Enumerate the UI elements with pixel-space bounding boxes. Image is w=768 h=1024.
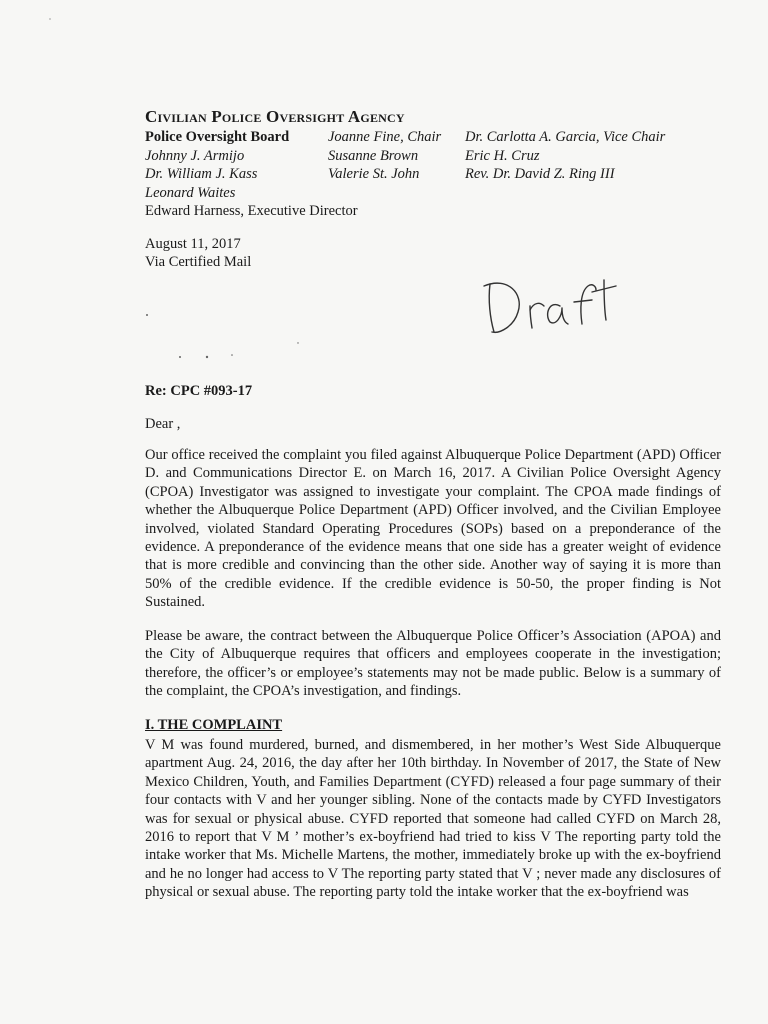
board-member: Dr. Carlotta A. Garcia, Vice Chair: [465, 129, 666, 145]
board-member: Johnny J. Armijo: [145, 147, 245, 164]
board-title: Police Oversight Board: [145, 129, 290, 145]
board-member: Eric H. Cruz: [465, 147, 540, 164]
section-heading: I. THE COMPLAINT: [145, 717, 283, 733]
draft-handwriting: [478, 270, 618, 340]
paragraph: V M was found murdered, burned, and dismembered, in her mother’s West Side Albuquerque apartment Aug. 24, 2016, the day after her 10th birthday. In November of 2017, the State of New Mexico Children, Youth, and Families Department (CYFD) released a four page summary of their four contacts with V and her younger sibling. None of the contacts made by CYFD Investigators was for sexual or physical abuse. CYFD reported that someone had called CYFD on March 28, 2016 to report that V M ’ mother’s ex-boyfriend had tried to kiss V The reporting party told the intake worker that Ms. Michelle Martens, the mother, immediately broke up with the ex-boyfriend and he no longer had access to V The reporting party stated that V ; never made any disclosures of physical or sexual abuse. The reporting party told the intake worker that the ex-boyfriend was: [145, 737, 721, 901]
agency-name: Civilian Police Oversight Agency: [145, 107, 405, 126]
delivery-method: Via Certified Mail: [145, 254, 252, 270]
board-member: Dr. William J. Kass: [145, 166, 258, 182]
board-member: Susanne Brown: [328, 147, 419, 164]
date-block: [145, 235, 251, 271]
salutation: Dear ,: [145, 416, 181, 432]
executive-director: Edward Harness, Executive Director: [145, 203, 358, 219]
reference-line: Re: CPC #093-17: [145, 383, 253, 399]
board-member: Leonard Waites: [145, 184, 236, 201]
letter-date: August 11, 2017: [145, 236, 241, 252]
board-member: Joanne Fine, Chair: [328, 129, 442, 145]
paragraph: Our office received the complaint you filed against Albuquerque Police Department (APD) Officer D. and Communications Director E. on March 16, 2017. A Civilian Police Oversight Agency (CPOA) Investigator was assigned to investigate your complaint. The CPOA made findings of whether the Albuquerque Police Department (APD) Officer involved, and the Civilian Employee involved, violated Standard Operating Procedures (SOPs) based on a preponderance of the evidence. A preponderance of the evidence means that one side has a greater weight of evidence that is more credible and convincing than the other side. Another way of saying it is more than 50% of the credible evidence. If the credible evidence is 50-50, the proper finding is Not Sustained.: [145, 447, 721, 611]
board-member: Valerie St. John: [328, 166, 420, 182]
board-member: Rev. Dr. David Z. Ring III: [465, 166, 615, 182]
paragraph: Please be aware, the contract between the Albuquerque Police Officer’s Association (APOA) and the City of Albuquerque requires that officers and employees cooperate in the investigation; therefore, the officer’s or employee’s statements may not be made public. Below is a summary of the complaint, the CPOA’s investigation, and findings.: [145, 628, 721, 700]
